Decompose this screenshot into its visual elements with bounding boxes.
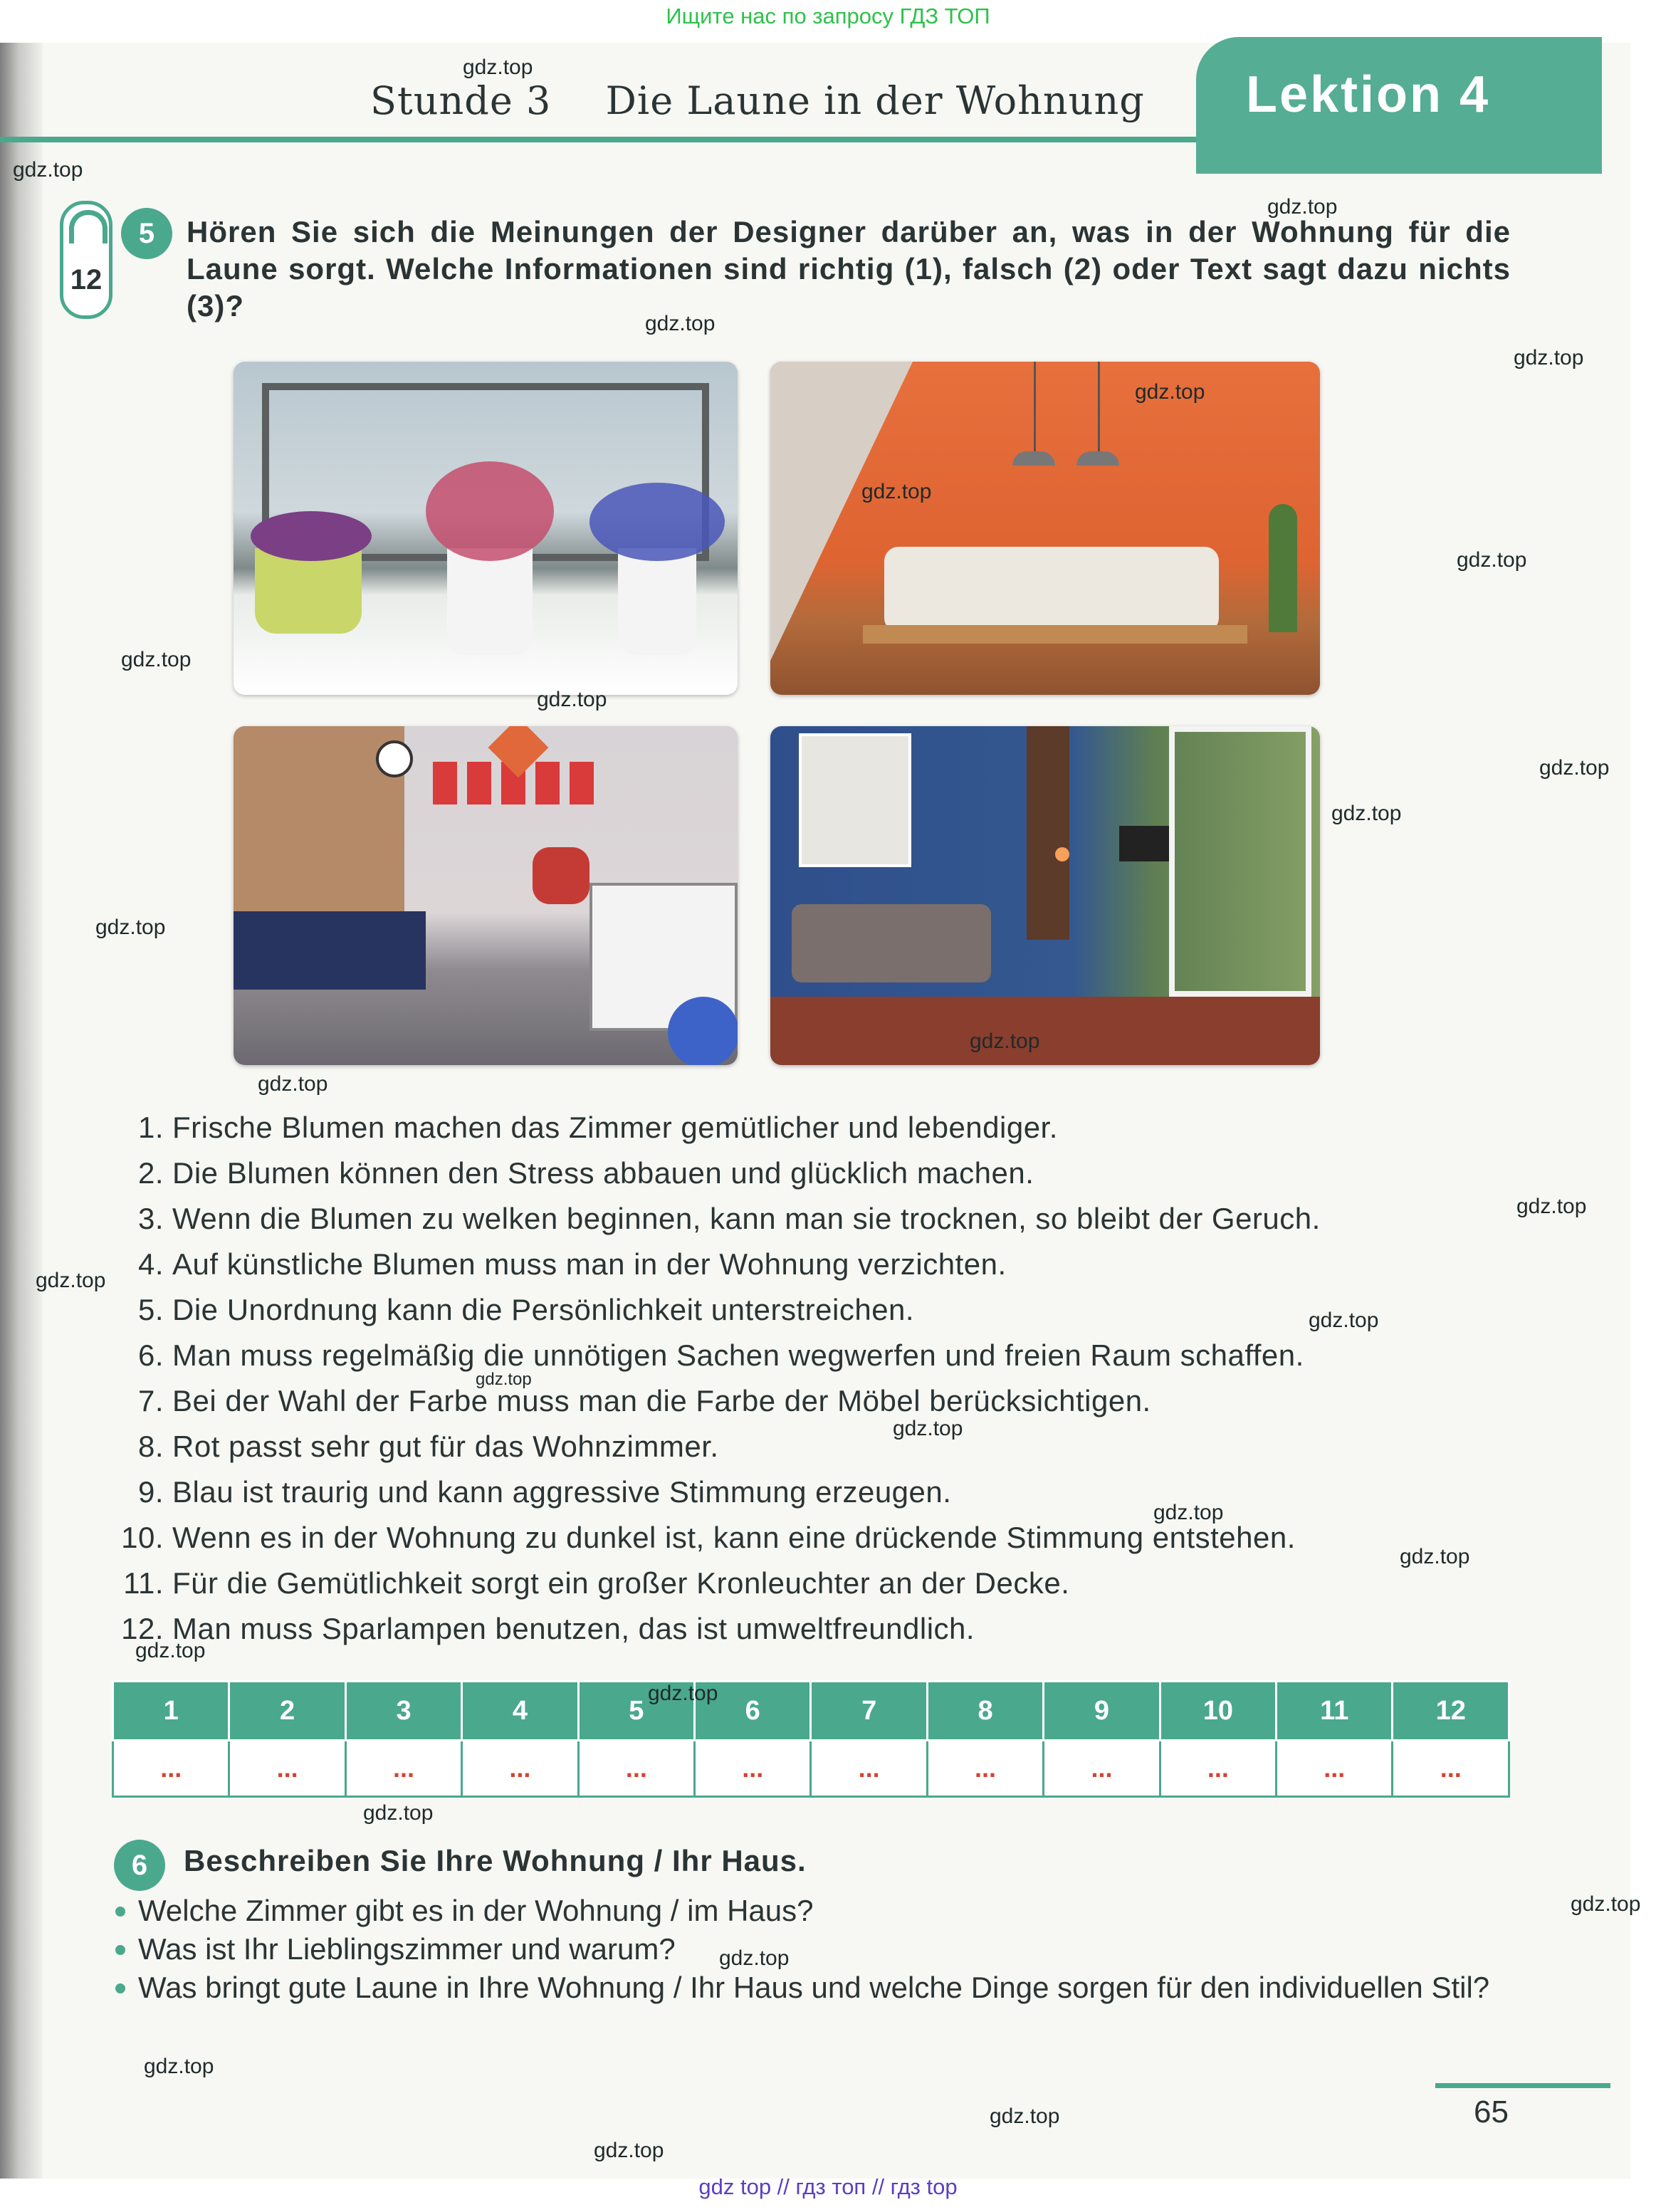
watermark: gdz.top [36, 1269, 106, 1292]
headphones-icon [69, 210, 108, 243]
watermark: gdz.top [719, 1946, 790, 1970]
watermark: gdz.top [1267, 195, 1338, 219]
stunde-label: Stunde 3 [370, 78, 552, 123]
watermark: gdz.top [1514, 346, 1584, 369]
list-item: Was bringt gute Laune in Ihre Wohnung / Ihr Haus und welche Dinge sorgen für den individuellen Stil? [112, 1969, 1511, 2006]
list-item: 1. Frische Blumen machen das Zimmer gemütlicher und lebendiger. [137, 1111, 1058, 1144]
exercise-5-number: 5 [121, 208, 172, 259]
watermark: gdz.top [463, 56, 533, 79]
answer-cell[interactable]: ... [1277, 1741, 1393, 1797]
table-header: 11 [1277, 1682, 1393, 1741]
bullet-icon [115, 1907, 125, 1917]
table-row [113, 1741, 1509, 1797]
list-item: Was ist Ihr Lieblingszimmer und warum? [112, 1931, 1511, 1968]
answer-cell[interactable]: ... [345, 1741, 461, 1797]
table-header: 10 [1160, 1682, 1276, 1741]
list-item: 3. Wenn die Blumen zu welken beginnen, kann man sie trocknen, so bleibt der Geruch. [137, 1202, 1321, 1235]
watermark: gdz.top [1457, 548, 1527, 572]
watermark: gdz.top [363, 1801, 434, 1825]
header-rule [0, 137, 1210, 142]
photo-blue-living-room [770, 726, 1320, 1065]
exercise-6-questions [112, 1892, 1511, 2008]
list-item: 12. Man muss Sparlampen benutzen, das ist umweltfreundlich. [121, 1612, 975, 1645]
watermark: gdz.top [13, 158, 83, 182]
list-item: Welche Zimmer gibt es in der Wohnung / im Haus? [112, 1892, 1511, 1929]
lesson-topic: Die Laune in der Wohnung [605, 78, 1145, 123]
table-header: 5 [578, 1682, 694, 1741]
table-header-row [113, 1682, 1509, 1741]
list-item: 11. Für die Gemütlichkeit sorgt ein großer Kronleuchter an der Decke. [123, 1566, 1070, 1600]
watermark: gdz.top [1135, 380, 1205, 404]
table-header: 9 [1044, 1682, 1160, 1741]
list-item: 5. Die Unordnung kann die Persönlichkeit unterstreichen. [137, 1293, 915, 1326]
table-header: 7 [811, 1682, 927, 1741]
answer-cell[interactable]: ... [811, 1741, 927, 1797]
table-header: 12 [1393, 1682, 1509, 1741]
watermark: gdz.top [95, 916, 166, 939]
watermark: gdz.top [1516, 1195, 1587, 1218]
watermark: gdz.top [1331, 802, 1402, 825]
watermark: gdz.top [893, 1417, 963, 1440]
answer-cell[interactable]: ... [229, 1741, 345, 1797]
watermark: gdz.top [648, 1682, 718, 1705]
lektion-label: Lektion 4 [1246, 66, 1491, 123]
answer-cell[interactable]: ... [578, 1741, 694, 1797]
page-number: 65 [1474, 2095, 1509, 2129]
watermark: gdz.top [1539, 756, 1610, 780]
table-header: 1 [113, 1682, 229, 1741]
audio-track-badge [60, 201, 112, 319]
answer-cell[interactable]: ... [462, 1741, 578, 1797]
answer-cell[interactable]: ... [695, 1741, 811, 1797]
answer-cell[interactable]: ... [1393, 1741, 1509, 1797]
footer-rule [1435, 2083, 1610, 2088]
watermark: gdz.top [1153, 1501, 1224, 1524]
photo-orange-living-room [770, 362, 1320, 695]
watermark: gdz.top [990, 2104, 1060, 2128]
lesson-title [370, 78, 1145, 123]
statement-list [107, 1105, 1321, 1652]
table-header: 6 [695, 1682, 811, 1741]
watermark: gdz.top [861, 480, 932, 503]
book-spine-shadow [0, 43, 43, 2179]
table-header: 8 [927, 1682, 1043, 1741]
answer-cell[interactable]: ... [927, 1741, 1043, 1797]
audio-track-number: 12 [70, 264, 103, 295]
list-item: 7. Bei der Wahl der Farbe muss man die Farbe der Möbel berücksichtigen. [137, 1384, 1151, 1417]
list-item: 4. Auf künstliche Blumen muss man in der Wohnung verzichten. [137, 1247, 1007, 1281]
watermark: gdz.top [645, 312, 716, 335]
list-item: 9. Blau ist traurig und kann aggressive Stimmung erzeugen. [137, 1475, 952, 1509]
answer-cell[interactable]: ... [1160, 1741, 1276, 1797]
watermark: gdz.top [144, 2055, 214, 2078]
watermark: gdz.top [135, 1639, 206, 1662]
answer-table [112, 1680, 1510, 1798]
list-item: 2. Die Blumen können den Stress abbauen und glücklich machen. [137, 1156, 1034, 1190]
table-header: 2 [229, 1682, 345, 1741]
exercise-6-title: Beschreiben Sie Ihre Wohnung / Ihr Haus. [184, 1844, 807, 1877]
bullet-icon [115, 1983, 125, 1993]
table-header: 4 [462, 1682, 578, 1741]
watermark: gdz.top [121, 648, 192, 671]
watermark: gdz.top [537, 688, 607, 711]
watermark: gdz.top [970, 1029, 1040, 1053]
answer-cell[interactable]: ... [1044, 1741, 1160, 1797]
top-banner[interactable]: Ищите нас по запросу ГДЗ ТОП [666, 4, 990, 28]
bullet-icon [115, 1945, 125, 1955]
watermark: gdz.top [1571, 1892, 1641, 1916]
list-item: 6. Man muss regelmäßig die unnötigen Sachen wegwerfen und freien Raum schaffen. [137, 1338, 1304, 1372]
watermark: gdz.top [1400, 1545, 1470, 1568]
exercise-5-task: Hören Sie sich die Meinungen der Designer darüber an, was in der Wohnung für die Laune sorgt. Welche Informationen sind richtig (1), falsch (2) oder Text sagt dazu nichts (3)? [187, 215, 1511, 323]
answer-cell[interactable]: ... [113, 1741, 229, 1797]
photo-kids-room [234, 726, 738, 1065]
bottom-links[interactable]: gdz top // гдз топ // гдз top [698, 2174, 958, 2199]
watermark: gdz.top [594, 2139, 664, 2162]
photo-flowers-windowsill [234, 362, 738, 695]
list-item: 8. Rot passt sehr gut für das Wohnzimmer. [137, 1430, 719, 1463]
exercise-6-number: 6 [114, 1840, 165, 1891]
table-header: 3 [345, 1682, 461, 1741]
list-item: 10. Wenn es in der Wohnung zu dunkel ist, kann eine drückende Stimmung entstehen. [121, 1521, 1296, 1554]
watermark: gdz.top [1309, 1309, 1379, 1332]
lektion-tab [1196, 37, 1602, 174]
watermark: gdz.top [258, 1072, 328, 1096]
watermark: gdz.top [476, 1370, 532, 1389]
